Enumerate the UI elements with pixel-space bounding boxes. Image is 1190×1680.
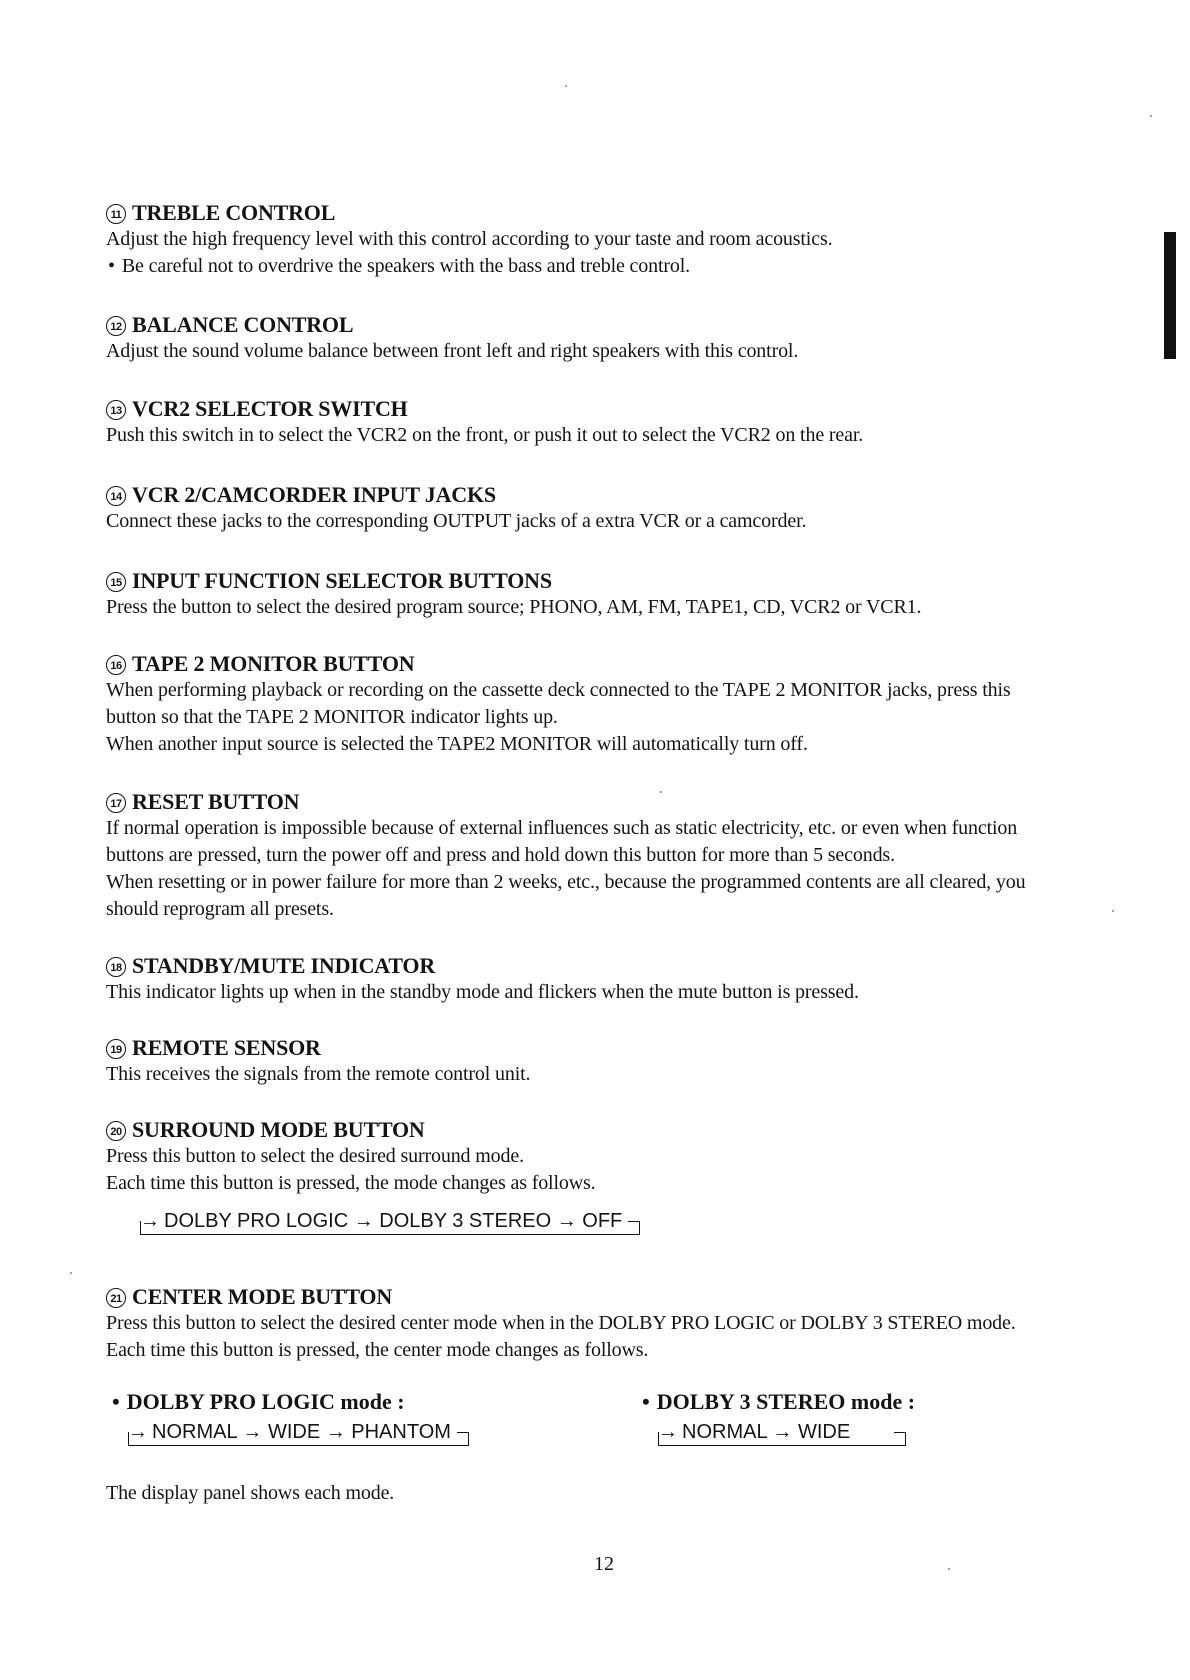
cycle-start-arrow: → (140, 1210, 160, 1232)
section-title: CENTER MODE BUTTON (132, 1284, 393, 1309)
section-title: INPUT FUNCTION SELECTOR BUTTONS (132, 568, 552, 593)
section-vcr2-camcorder-input-jacks (106, 481, 1126, 535)
section-heading (106, 650, 1126, 677)
section-heading (106, 788, 1126, 815)
item-number-badge: 15 (106, 572, 126, 592)
pro-logic-mode-heading: • DOLBY PRO LOGIC mode : (112, 1389, 405, 1415)
section-balance-control (106, 311, 1126, 365)
section-heading (106, 1034, 1126, 1061)
section-vcr2-selector-switch (106, 395, 1126, 449)
body-text: This indicator lights up when in the standby mode and flickers when the mute button is pressed. (106, 981, 859, 1003)
display-panel-note: The display panel shows each mode. (106, 1482, 395, 1504)
pro-logic-mode-cycle-diagram (128, 1420, 469, 1444)
section-heading (106, 199, 1126, 226)
section-heading (106, 952, 1126, 979)
item-number-badge: 18 (106, 957, 126, 977)
section-title: REMOTE SENSOR (132, 1035, 321, 1060)
section-standby-mute-indicator (106, 952, 1126, 1006)
item-number-badge: 11 (106, 204, 126, 224)
body-text: If normal operation is impossible because of external influences such as static electricity, etc. or even when function (106, 817, 1018, 839)
section-title: RESET BUTTON (132, 789, 300, 814)
section-reset-button (106, 788, 1126, 923)
body-text: Each time this button is pressed, the mode changes as follows. (106, 1172, 596, 1194)
cycle-sequence: NORMAL → WIDE (682, 1421, 851, 1443)
three-stereo-mode-cycle-diagram (658, 1420, 906, 1444)
item-number-badge: 17 (106, 793, 126, 813)
page-number: 12 (594, 1553, 614, 1575)
section-title: TAPE 2 MONITOR BUTTON (132, 651, 415, 676)
item-number-badge: 14 (106, 486, 126, 506)
item-number-badge: 19 (106, 1039, 126, 1059)
section-heading (106, 481, 1126, 508)
section-input-function-selector (106, 567, 1126, 621)
three-stereo-mode-heading: • DOLBY 3 STEREO mode : (642, 1389, 915, 1415)
body-text: When resetting or in power failure for more than 2 weeks, etc., because the programmed contents are all cleared, you (106, 871, 1026, 893)
body-text: Press the button to select the desired program source; PHONO, AM, FM, TAPE1, CD, VCR2 or VCR1. (106, 596, 922, 618)
section-treble-control (106, 199, 1126, 280)
section-remote-sensor (106, 1034, 1126, 1088)
section-surround-mode-button (106, 1116, 1126, 1197)
cycle-loop-line (128, 1432, 469, 1446)
bullet-note: • Be careful not to overdrive the speakers with the bass and treble control. (108, 253, 1126, 280)
item-number-badge: 21 (106, 1288, 126, 1308)
body-text: When another input source is selected the TAPE2 MONITOR will automatically turn off. (106, 733, 808, 755)
body-text: button so that the TAPE 2 MONITOR indicator lights up. (106, 706, 558, 728)
body-text: Adjust the sound volume balance between front left and right speakers with this control. (106, 340, 799, 362)
body-text: Press this button to select the desired center mode when in the DOLBY PRO LOGIC or DOLBY 3 STEREO mode. (106, 1312, 1016, 1334)
section-title: VCR2 SELECTOR SWITCH (132, 396, 408, 421)
cycle-loop-line (140, 1221, 640, 1235)
body-text: This receives the signals from the remote control unit. (106, 1063, 531, 1085)
surround-mode-cycle-diagram (140, 1209, 640, 1233)
section-title: SURROUND MODE BUTTON (132, 1117, 425, 1142)
cycle-sequence: NORMAL → WIDE → PHANTOM (152, 1421, 451, 1443)
section-title: STANDBY/MUTE INDICATOR (132, 953, 436, 978)
item-number-badge: 16 (106, 655, 126, 675)
body-text: Connect these jacks to the corresponding OUTPUT jacks of a extra VCR or a camcorder. (106, 510, 807, 532)
section-title: VCR 2/CAMCORDER INPUT JACKS (132, 482, 496, 507)
section-title: BALANCE CONTROL (132, 312, 354, 337)
cycle-start-arrow: → (658, 1421, 678, 1443)
item-number-badge: 20 (106, 1121, 126, 1141)
body-text: should reprogram all presets. (106, 898, 334, 920)
body-text: Adjust the high frequency level with this control according to your taste and room acoustics. (106, 228, 833, 250)
body-text: Push this switch in to select the VCR2 on the front, or push it out to select the VCR2 on the rear. (106, 424, 864, 446)
cycle-start-arrow: → (128, 1421, 148, 1443)
section-heading (106, 567, 1126, 594)
section-center-mode-button (106, 1283, 1126, 1364)
body-text: Press this button to select the desired surround mode. (106, 1145, 524, 1167)
section-heading (106, 395, 1126, 422)
section-edge-tab (1164, 232, 1176, 359)
item-number-badge: 13 (106, 400, 126, 420)
section-heading (106, 311, 1126, 338)
cycle-loop-line (658, 1432, 906, 1446)
body-text: Each time this button is pressed, the center mode changes as follows. (106, 1339, 649, 1361)
body-text: When performing playback or recording on the cassette deck connected to the TAPE 2 MONITOR jacks, press this (106, 679, 1011, 701)
section-heading (106, 1283, 1126, 1310)
section-tape2-monitor-button (106, 650, 1126, 758)
cycle-sequence: DOLBY PRO LOGIC → DOLBY 3 STEREO → OFF (164, 1210, 623, 1232)
section-title: TREBLE CONTROL (132, 200, 336, 225)
body-text: buttons are pressed, turn the power off and press and hold down this button for more than 5 seconds. (106, 844, 895, 866)
section-heading (106, 1116, 1126, 1143)
item-number-badge: 12 (106, 316, 126, 336)
